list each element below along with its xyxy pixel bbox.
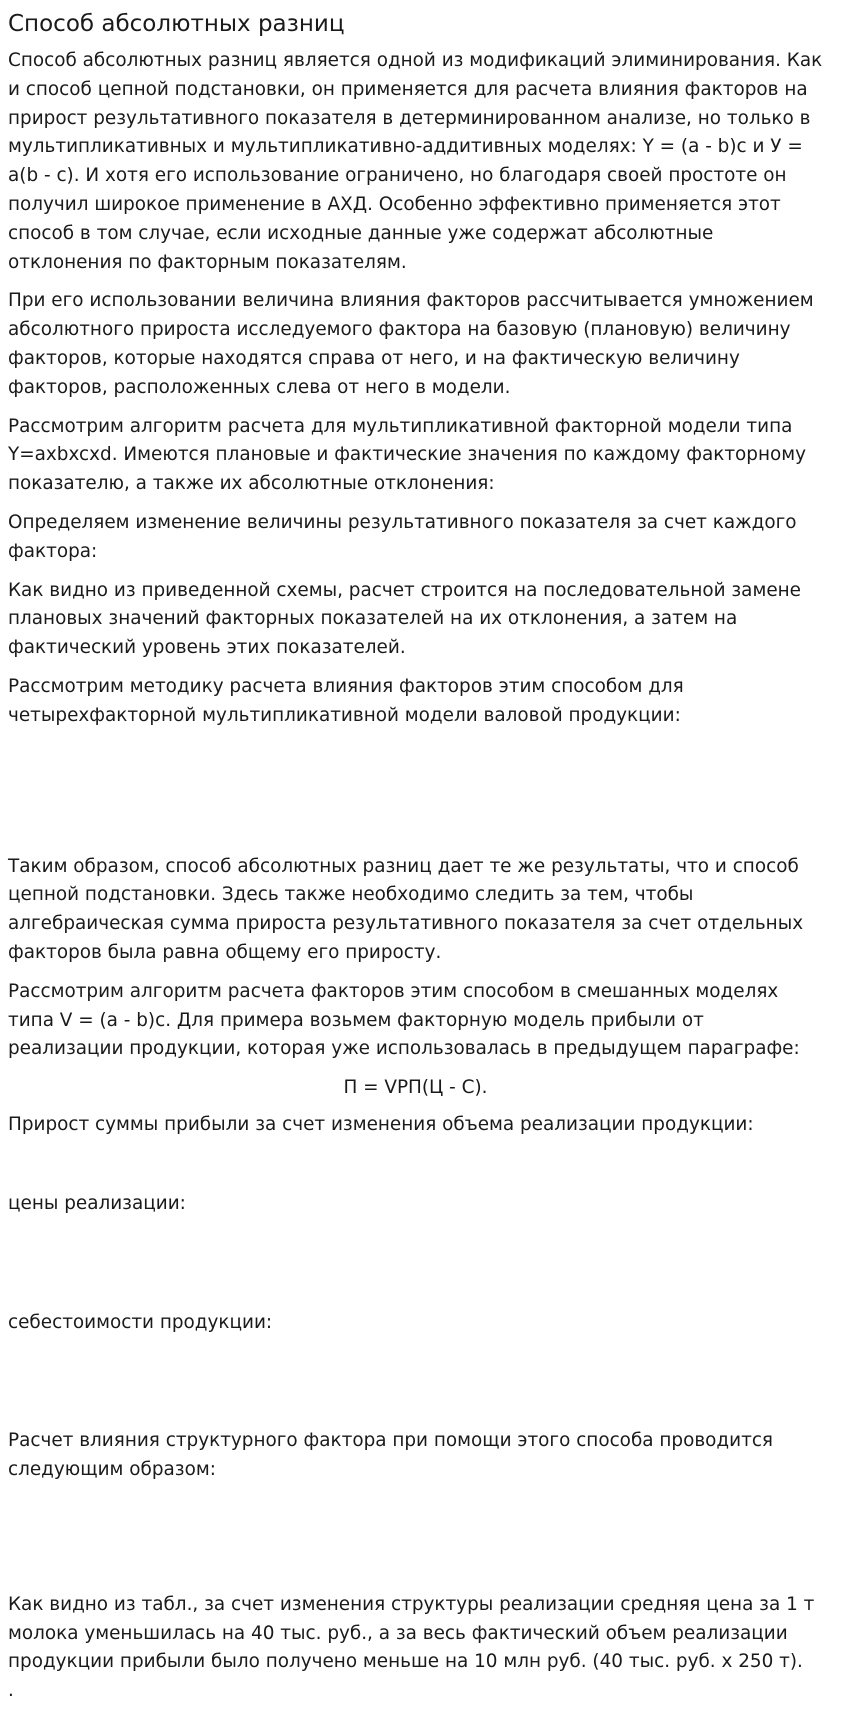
formula-placeholder bbox=[8, 1347, 823, 1427]
paragraph-cost: себестоимости продукции: bbox=[8, 1311, 273, 1333]
profit-formula: П = VРП(Ц - С). bbox=[343, 1077, 488, 1099]
formula-placeholder bbox=[8, 741, 823, 853]
table-placeholder bbox=[8, 1495, 823, 1591]
paragraph-conclusion: Таким образом, способ абсолютных разниц дает те же результаты, что и способ цепной подстановки. Здесь также необходимо следить за тем, чтобы алгебраическая сумма прироста результативного показателя за счет отдельных факторов была равна общему его приросту. bbox=[8, 855, 804, 963]
paragraph-trailing-dot: . bbox=[8, 1680, 14, 1702]
paragraph-table-result: Как видно из табл., за счет изменения структуры реализации средняя цена за 1 т молока уменьшилась на 40 тыс. руб., а за весь фактический объем реализации продукции прибыли было получено меньше на 10 млн руб. (40 тыс. руб. х 250 т). bbox=[8, 1593, 815, 1673]
paragraph-volume-increase: Прирост суммы прибыли за счет изменения объема реализации продукции: bbox=[8, 1113, 754, 1135]
paragraph-price: цены реализации: bbox=[8, 1192, 186, 1214]
paragraph-mixed-models: Рассмотрим алгоритм расчета факторов этим способом в смешанных моделях типа V = (а - b)с. Для примера возьмем факторную модель прибыли от реализации продукции, которая уже использовалась в предыдущем параграфе: bbox=[8, 980, 800, 1060]
paragraph-algorithm: Рассмотрим алгоритм расчета для мультипликативной факторной модели типа Y=axbxcxd. Имеются плановые и фактические значения по каждому факторному показателю, а также их абсолютные отклонения: bbox=[8, 415, 807, 495]
paragraph-factor-change: Определяем изменение величины результативного показателя за счет каждого фактора: bbox=[8, 511, 797, 562]
paragraph-structural-factor: Расчет влияния структурного фактора при помощи этого способа проводится следующим образом: bbox=[8, 1430, 773, 1481]
paragraph-intro: Способ абсолютных разниц является одной из модификаций элиминирования. Как и способ цепной подстановки, он применяется для расчета влияния факторов на прирост результативного показателя в детерминированном анализе, но только в мультипликативных и мультипликативно-аддитивных моделях: Y = (а - b)с и У = a(b - с). И хотя его использование ограничено, но благодаря своей простоте он получил широкое применение в АХД. Особенно эффективно применяется этот способ в том случае, если исходные данные уже содержат абсолютные отклонения по факторным показателям. bbox=[8, 50, 823, 273]
formula-placeholder bbox=[8, 1229, 823, 1309]
formula-placeholder bbox=[8, 1150, 823, 1190]
page-title: Способ абсолютных разниц bbox=[8, 11, 345, 37]
paragraph-scheme: Как видно из приведенной схемы, расчет строится на последовательной замене плановых значений факторных показателей на их отклонения, а затем на фактический уровень этих показателей. bbox=[8, 579, 801, 659]
paragraph-method-usage: При его использовании величина влияния факторов рассчитывается умножением абсолютного прироста исследуемого фактора на базовую (плановую) величину факторов, которые находятся справа от него, и на фактическую величину факторов, расположенных слева от него в модели. bbox=[8, 290, 814, 398]
paragraph-gross-output: Рассмотрим методику расчета влияния факторов этим способом для четырехфакторной мультипликативной модели валовой продукции: bbox=[8, 675, 684, 726]
